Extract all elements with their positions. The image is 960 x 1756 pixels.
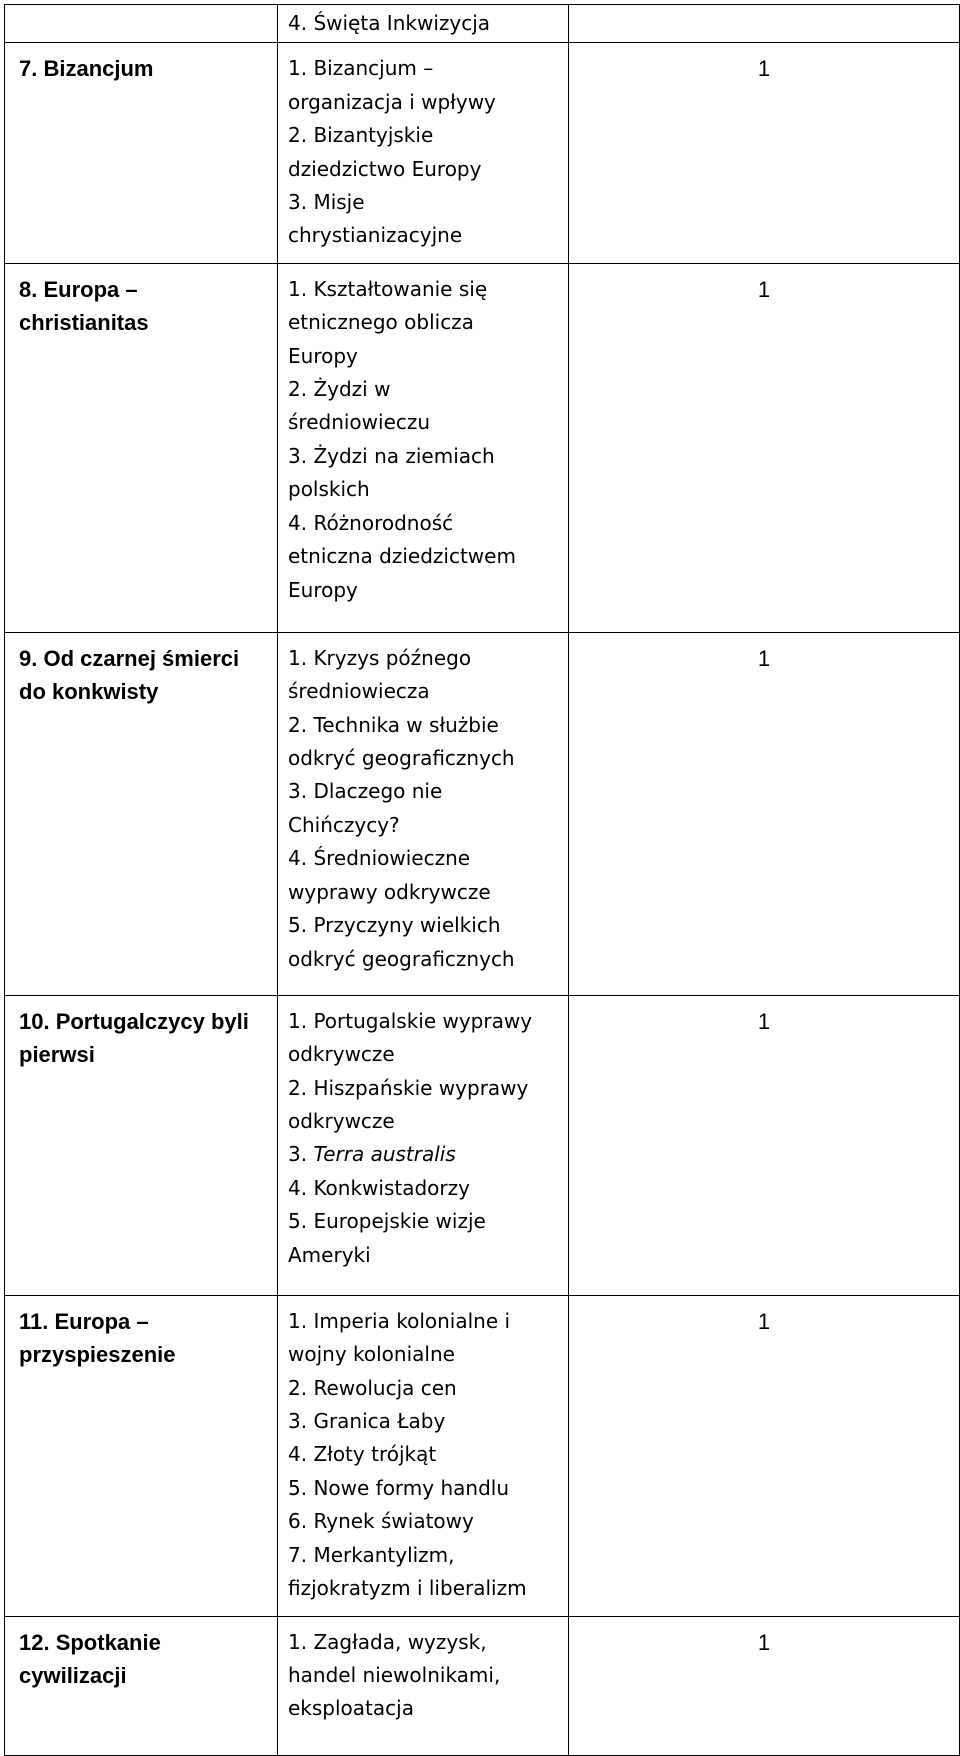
topic-cell (5, 263, 278, 632)
subtopics-cell (278, 1295, 569, 1616)
subtopic-line: 3. Misje (288, 190, 365, 215)
subtopic-line: 5. Nowe formy handlu (288, 1475, 510, 1500)
topic-title: 7. Bizancjum (19, 56, 154, 82)
hours-value: 1 (757, 56, 771, 82)
subtopics-cell (278, 995, 569, 1295)
subtopic-line: 1. Kształtowanie się (288, 276, 488, 301)
subtopic-line: Europy (288, 343, 358, 368)
subtopic-line: 4. Konkwistadorzy (288, 1175, 470, 1200)
subtopics-cell (278, 5, 569, 43)
subtopic-line: dziedzictwo Europy (288, 156, 482, 181)
curriculum-table (4, 4, 960, 1756)
subtopics-cell (278, 632, 569, 995)
subtopic-list (278, 43, 568, 262)
subtopic-list (278, 1617, 568, 1736)
subtopic-line: odkrywcze (288, 1042, 395, 1067)
topic-line: 11. Europa – (19, 1308, 149, 1334)
subtopic-line: 5. Przyczyny wielkich (288, 913, 501, 938)
subtopic-line: odkryć geograficznych (288, 946, 515, 971)
subtopic-line: eksploatacja (288, 1696, 414, 1721)
subtopics-cell (278, 263, 569, 632)
subtopic-list (278, 264, 568, 617)
subtopic-line: 7. Merkantylizm, (288, 1542, 455, 1567)
topic-cell (5, 5, 278, 43)
subtopic-line: wojny kolonialne (288, 1342, 455, 1367)
hours-value: 1 (757, 1308, 771, 1334)
topic-cell (5, 1295, 278, 1616)
topic-cell (5, 43, 278, 263)
topic-cell (5, 632, 278, 995)
hours-value: 1 (757, 1008, 771, 1034)
table-row (5, 995, 960, 1295)
subtopic-line: etniczna dziedzictwem (288, 544, 516, 569)
subtopic-line: 4. Złoty trójkąt (288, 1442, 437, 1467)
topic-title (5, 633, 277, 718)
subtopic-line: 1. Imperia kolonialne i (288, 1308, 511, 1333)
subtopic-line: polskich (288, 477, 370, 502)
topic-title (5, 996, 277, 1081)
subtopic-list (278, 633, 568, 986)
subtopic-line: 1. Portugalskie wyprawy (288, 1008, 533, 1033)
subtopic-line: średniowieczu (288, 410, 431, 435)
subtopic-line: 4. Różnorodność (288, 510, 454, 535)
subtopic-line: 4. Średniowieczne (288, 846, 471, 871)
subtopic-line: Chińczycy? (288, 812, 400, 837)
topic-cell (5, 995, 278, 1295)
hours-cell (569, 43, 960, 263)
hours-cell (569, 1295, 960, 1616)
subtopic-line: 2. Żydzi w (288, 377, 391, 402)
subtopic-line: odkryć geograficznych (288, 746, 515, 771)
topic-title (5, 1617, 277, 1702)
hours-cell (569, 263, 960, 632)
subtopic-line: odkrywcze (288, 1109, 395, 1134)
subtopic-line: chrystianizacyjne (288, 223, 463, 248)
subtopic-list (278, 1296, 568, 1616)
table-row (5, 263, 960, 632)
topic-title (5, 1296, 277, 1381)
hours-cell (569, 995, 960, 1295)
subtopic-line: organizacja i wpływy (288, 89, 496, 114)
hours-cell (569, 1616, 960, 1755)
topic-line: do konkwisty (19, 678, 159, 704)
topic-cell (5, 1616, 278, 1755)
subtopics-cell (278, 43, 569, 263)
subtopic-italic-text: Terra australis (313, 1142, 456, 1167)
topic-line: przyspieszenie (19, 1341, 176, 1367)
subtopic-line: 2. Technika w służbie (288, 712, 499, 737)
hours-value: 1 (757, 645, 771, 671)
subtopic-list (278, 996, 568, 1282)
subtopic-line: 1. Zagłada, wyzysk, (288, 1629, 487, 1654)
subtopic-list (278, 5, 568, 42)
subtopic-line: handel niewolnikami, (288, 1662, 501, 1687)
hours-cell (569, 632, 960, 995)
table-row (5, 43, 960, 263)
table-row (5, 1295, 960, 1616)
subtopic-line: 1. Kryzys późnego (288, 645, 472, 670)
topic-line: 8. Europa – (19, 276, 138, 302)
subtopic-line: 2. Rewolucja cen (288, 1375, 457, 1400)
topic-line: 10. Portugalczycy byli (19, 1008, 249, 1034)
hours-value (569, 5, 959, 9)
subtopic-line: 1. Bizancjum – (288, 56, 434, 81)
topic-line: christianitas (19, 309, 149, 335)
table-row (5, 632, 960, 995)
subtopic-line: 3. Dlaczego nie (288, 779, 443, 804)
subtopic-line: wyprawy odkrywcze (288, 879, 491, 904)
topic-title (5, 5, 277, 9)
subtopic-line: etnicznego oblicza (288, 310, 474, 335)
hours-value: 1 (757, 276, 771, 302)
subtopic-line: Ameryki (288, 1242, 371, 1267)
topic-line: 9. Od czarnej śmierci (19, 645, 240, 671)
subtopic-line: 2. Hiszpańskie wyprawy (288, 1075, 529, 1100)
subtopic-line: 6. Rynek światowy (288, 1509, 474, 1534)
subtopic-line: 5. Europejskie wizje (288, 1209, 486, 1234)
table-row (5, 5, 960, 43)
subtopic-line: Europy (288, 577, 358, 602)
hours-cell (569, 5, 960, 43)
topic-title (5, 264, 277, 349)
topic-line: pierwsi (19, 1041, 95, 1067)
subtopic-number: 3. (288, 1142, 314, 1167)
subtopic-line (288, 1138, 562, 1171)
subtopic-line: 3. Żydzi na ziemiach (288, 443, 495, 468)
topic-line: 12. Spotkanie (19, 1629, 161, 1655)
topic-line: cywilizacji (19, 1662, 127, 1688)
table-row (5, 1616, 960, 1755)
subtopic-line: fizjokratyzm i liberalizm (288, 1576, 527, 1601)
subtopic-line: 2. Bizantyjskie (288, 123, 434, 148)
subtopic-line: średniowiecza (288, 679, 430, 704)
hours-value: 1 (757, 1629, 771, 1655)
subtopic-line: 3. Granica Łaby (288, 1409, 446, 1434)
subtopic-line: 4. Święta Inkwizycja (288, 11, 491, 35)
subtopics-cell (278, 1616, 569, 1755)
